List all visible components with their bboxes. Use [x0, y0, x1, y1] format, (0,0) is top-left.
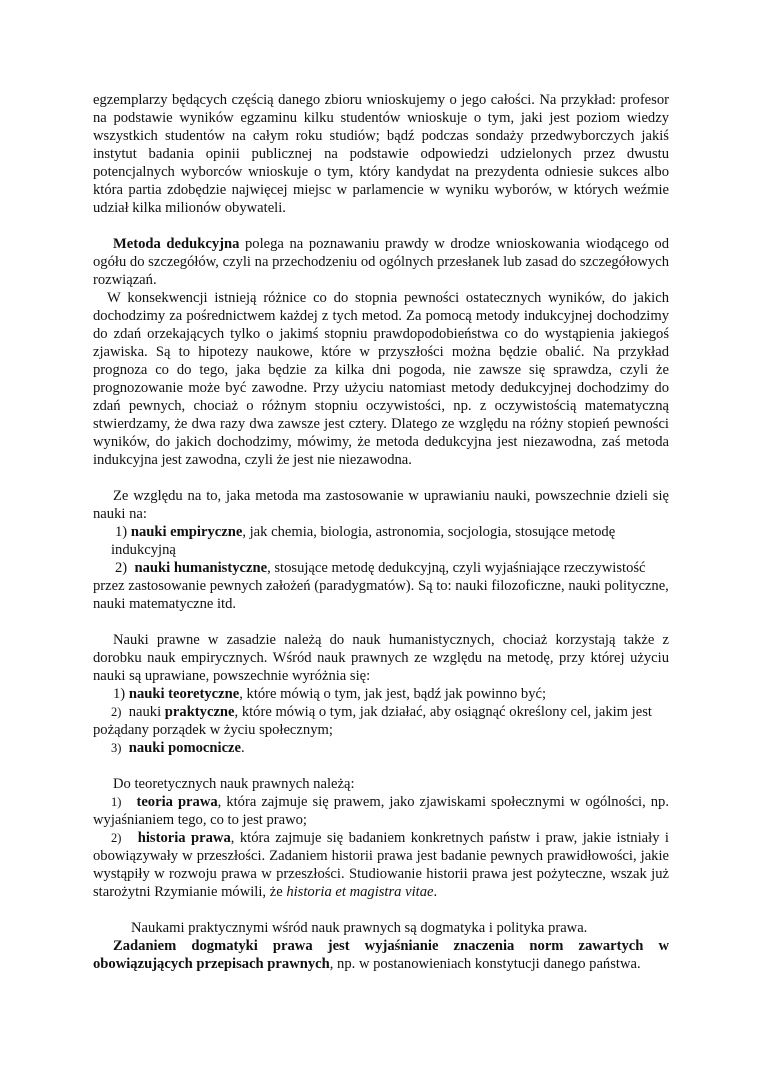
list-number: 1) [113, 686, 126, 702]
paragraph-practical-sciences: Naukami praktycznymi wśród nauk prawnych są dogmatyka i polityka prawa. [131, 920, 588, 936]
paragraph-legal-sciences: Nauki prawne w zasadzie należą do nauk humanistycznych, chociaż korzystają także z dorobku nauk empirycznych. Wśród nauk prawnych ze względu na metodę, przy której użyciu nauki są uprawiane, powszechnie wyróżnia się: [93, 632, 669, 684]
term-practical: praktyczne [164, 704, 235, 720]
list-number: 2) [111, 831, 122, 845]
paragraph-science-division: Ze względu na to, jaka metoda ma zastosowanie w uprawianiu nauki, powszechnie dzieli się nauki na: [93, 488, 669, 522]
list-number: 1) [115, 524, 128, 540]
paragraph-induction-examples: egzemplarzy będących częścią danego zbioru wnioskujemy o jego całości. Na przykład: profesor na podstawie wyników egzaminu kilku studentów wnioskuje o tym, jaki jest poziom wiedzy wszystkich studentów na całym roku studiów; bądź podczas sondaży przedwyborczych jakiś instytut badania opinii publicznej na podstawie odpowiedzi udzielonych przez dwustu potencjalnych wyborców wnioskuje o tym, który kandydat na prezydenta odniesie sukces albo która partia zdobędzie najwięcej miejsc w parlamencie w wyniku wyborów, w których weźmie udział kilka milionów obywateli. [93, 92, 669, 216]
term-humanities: nauki humanistyczne [134, 560, 268, 576]
list-item: 1) nauki teoretyczne, które mówią o tym, jak jest, bądź jak powinno być; [113, 686, 547, 702]
list-item: 1) teoria prawa, która zajmuje się prawem, jako zjawiskami społecznymi w ogólności, np. wyjaśnianiem tego, co to jest prawo; [93, 794, 669, 828]
list-number: 2) [111, 705, 122, 719]
term-auxiliary-sciences: nauki pomocnicze [128, 740, 242, 756]
list-number: 3) [111, 741, 122, 755]
paragraph-dogmatics: Zadaniem dogmatyki prawa jest wyjaśnianie znaczenia norm zawartych w obowiązujących przepisach prawnych, np. w postanowieniach konstytucji danego państwa. [93, 938, 669, 972]
list-item: 2) historia prawa, która zajmuje się badaniem konkretnych państw i praw, jakie istniały i obowiązywały w przeszłości. Zadaniem historii prawa jest badanie pewnych prawidłowości, jakie wystąpiły w rozwoju prawa w przeszłości. Studiowanie historii prawa jest pożyteczne, wszak już starożytni Rzymianie mówili, że historia et magistra vitae. [93, 830, 669, 900]
document-page [93, 91, 669, 973]
list-item: 2) nauki praktyczne, które mówią o tym, jak działać, aby osiągnąć określony cel, jakim jest pożądany porządek w życiu społecznym; [93, 704, 652, 738]
term-theory-of-law: teoria prawa [136, 794, 218, 810]
latin-phrase: historia et magistra vitae [286, 884, 434, 900]
term-theoretical-sciences: nauki teoretyczne [128, 686, 240, 702]
list-number: 1) [111, 795, 122, 809]
paragraph-certainty-differences: W konsekwencji istnieją różnice co do stopnia pewności ostatecznych wyników, do jakich dochodzimy za pośrednictwem każdej z tych metod. Za pomocą metody indukcyjnej dochodzimy do zdań orzekających tylko o jakimś stopniu prawdopodobieństwa co do wystąpienia jakiegoś zjawiska. Są to hipotezy naukowe, które w przyszłości można będzie obalić. Na przykład prognoza co do tego, jaka będzie za kilka dni pogoda, nie zawsze się sprawdza, czyli że prognozowanie może być zawodne. Przy użyciu natomiast metody dedukcyjnej dochodzimy do zdań pewnych, chociaż o różnym stopniu oczywistości, np. z oczywistością matematyczną stwierdzamy, że dwa razy dwa zawsze jest cztery. Dlatego ze względu na różny stopień pewności wyników, do jakich dochodzimy, mówimy, że metoda dedukcyjna jest niezawodna, zaś metoda indukcyjna jest zawodna, czyli że jest nie niezawodna. [93, 290, 669, 468]
list-number: 2) [115, 560, 128, 576]
paragraph-deductive-method: Metoda dedukcyjna polega na poznawaniu prawdy w drodze wnioskowania wiodącego od ogółu do szczegółów, czyli na przechodzeniu od ogólnych przesłanek lub zasad do szczegółowych rozwiązań. [93, 236, 669, 288]
term-dogmatics-task: Zadaniem dogmatyki prawa jest wyjaśnianie znaczenia norm zawartych w obowiązujących przepisach prawnych [93, 938, 669, 972]
list-item: 2) nauki humanistyczne, stosujące metodę dedukcyjną, czyli wyjaśniające rzeczywistość przez zastosowanie pewnych założeń (paradygmatów). Są to: nauki filozoficzne, nauki polityczne, nauki matematyczne itd. [93, 560, 669, 612]
term-deductive-method: Metoda dedukcyjna [113, 236, 240, 252]
list-item: 1) nauki empiryczne, jak chemia, biologia, astronomia, socjologia, stosujące metodę indukcyjną [111, 524, 616, 558]
term-history-of-law: historia prawa [137, 830, 231, 846]
list-item: 3) nauki pomocnicze. [111, 740, 245, 756]
term-empirical-sciences: nauki empiryczne [130, 524, 243, 540]
paragraph-theoretical-list-intro: Do teoretycznych nauk prawnych należą: [113, 776, 355, 792]
